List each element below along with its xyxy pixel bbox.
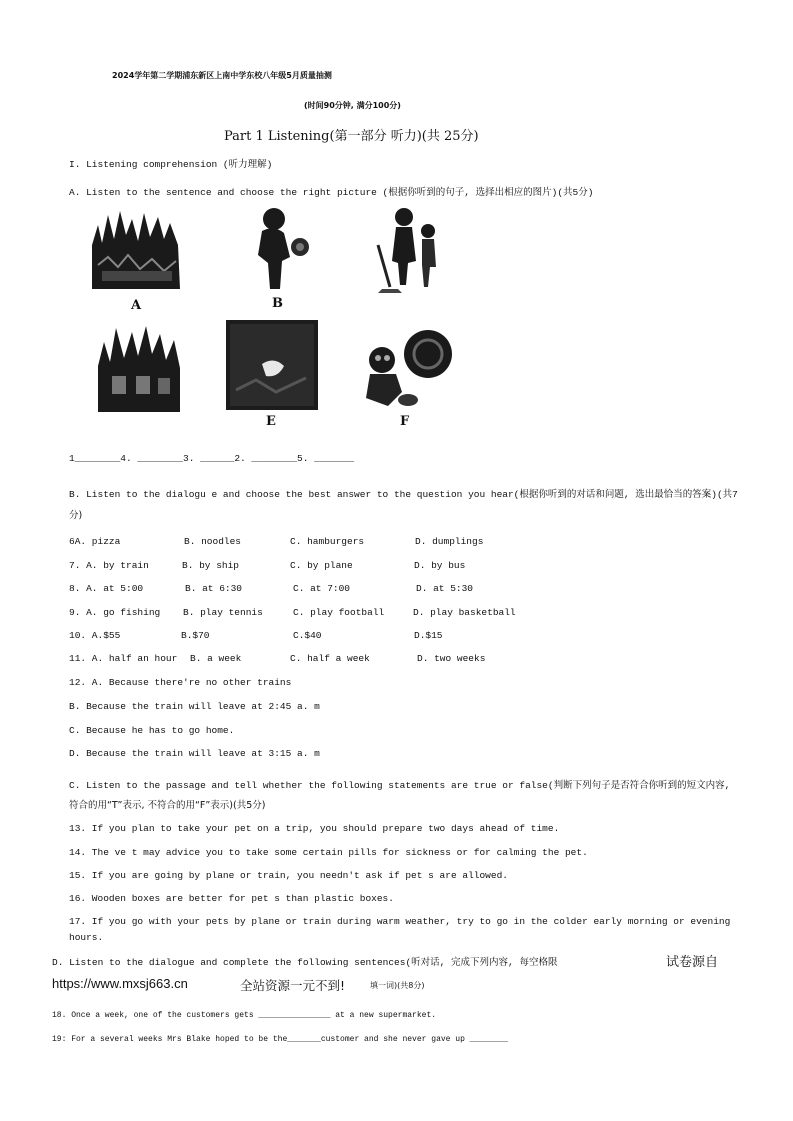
option-c: C. hamburgers <box>290 536 365 547</box>
watermark-text: 全站资源一元不到! <box>240 978 346 993</box>
picture-label-b: B <box>272 296 283 311</box>
part-title: Part 1 Listening(第一部分 听力)(共 25分) <box>224 129 479 144</box>
option-b: B. noodles <box>184 536 242 547</box>
part-d-instruction: D. Listen to the dialogue and complete the following sentences(听对话, 完成下列内容, 每空格限 <box>52 957 558 968</box>
section-heading: I. Listening comprehension (听力理解) <box>69 159 273 170</box>
option-d: D.$15 <box>414 630 443 641</box>
time-note: (时间90分钟, 满分100分) <box>304 101 401 110</box>
option-a: 6A. pizza <box>69 536 121 547</box>
part-a-answer-line: 1________4. ________3. ______2. ________5. _______ <box>69 453 355 464</box>
option-a: 10. A.$55 <box>69 630 121 641</box>
question-12-option-d: D. Because the train will leave at 3:15 a. m <box>69 748 320 759</box>
picture-label-a: A <box>131 298 142 313</box>
option-d: D. dumplings <box>415 536 484 547</box>
dark-scene-picture <box>226 320 318 410</box>
question-12-option-a: 12. A. Because there're no other trains <box>69 677 292 688</box>
part-b-instruction-cont: 分) <box>69 510 83 521</box>
item-18: 18. Once a week, one of the customers gets _______________ at a new supermarket. <box>52 1011 437 1020</box>
part-c-instruction-cont: 符合的用“T”表示, 不符合的用“F”表示)(共5分) <box>69 800 266 811</box>
item-19: 19: For a several weeks Mrs Blake hoped to be the_______customer and she never gave up ________ <box>52 1035 509 1044</box>
burning-building-picture <box>92 322 184 414</box>
option-a: 8. A. at 5:00 <box>69 583 144 594</box>
part-c-instruction: C. Listen to the passage and tell whether the following statements are true or false(判断下列句子是否符合你听到的短文内容, <box>69 780 731 791</box>
option-c: C. at 7:00 <box>293 583 351 594</box>
statement-16: 16. Wooden boxes are better for pet s than plastic boxes. <box>69 893 394 904</box>
option-d: D. two weeks <box>417 653 486 664</box>
part-b-instruction: B. Listen to the dialogu e and choose the best answer to the question you hear(根据你听到的对话和问题, 选出最恰当的答案)(共7 <box>69 489 738 500</box>
statement-15: 15. If you are going by plane or train, you needn't ask if pet s are allowed. <box>69 870 508 881</box>
option-d: D. by bus <box>414 560 466 571</box>
statement-13: 13. If you plan to take your pet on a trip, you should prepare two days ahead of time. <box>69 823 560 834</box>
statement-17: 17. If you go with your pets by plane or train during warm weather, try to go in the colder early morning or evening <box>69 916 731 927</box>
option-a: 11. A. half an hour <box>69 653 178 664</box>
option-b: B. by ship <box>182 560 240 571</box>
option-c: C. play football <box>293 607 385 618</box>
watermark-tail: 试卷源自 <box>666 955 719 970</box>
exam-title: 2024学年第二学期浦东新区上南中学东校八年级5月质量抽测 <box>112 71 332 80</box>
part-a-instruction: A. Listen to the sentence and choose the right picture (根据你听到的句子, 选择出相应的图片)(共5分) <box>69 187 594 198</box>
watermark-url[interactable]: https://www.mxsj663.cn <box>52 976 188 991</box>
person-with-bag-picture <box>244 205 314 293</box>
option-b: B. play tennis <box>183 607 263 618</box>
question-12-option-c: C. Because he has to go home. <box>69 725 235 736</box>
option-c: C. by plane <box>290 560 353 571</box>
option-b: B. a week <box>190 653 242 664</box>
burning-forest-picture <box>88 205 184 291</box>
option-b: B. at 6:30 <box>185 583 243 594</box>
statement-17-cont: hours. <box>69 932 104 943</box>
picture-label-f: F <box>400 414 410 429</box>
option-d: D. play basketball <box>413 607 516 618</box>
part-d-instruction-end: 填一词)(共8分) <box>370 981 425 990</box>
question-12-option-b: B. Because the train will leave at 2:45 a. m <box>69 701 320 712</box>
option-a: 7. A. by train <box>69 560 149 571</box>
people-sweeping-picture <box>362 205 452 295</box>
option-c: C.$40 <box>293 630 322 641</box>
option-d: D. at 5:30 <box>416 583 474 594</box>
option-c: C. half a week <box>290 653 370 664</box>
child-with-ball-picture <box>358 322 454 412</box>
statement-14: 14. The ve t may advice you to take some certain pills for sickness or for calming the pet. <box>69 847 588 858</box>
option-b: B.$70 <box>181 630 210 641</box>
option-a: 9. A. go fishing <box>69 607 161 618</box>
picture-label-e: E <box>266 414 276 429</box>
